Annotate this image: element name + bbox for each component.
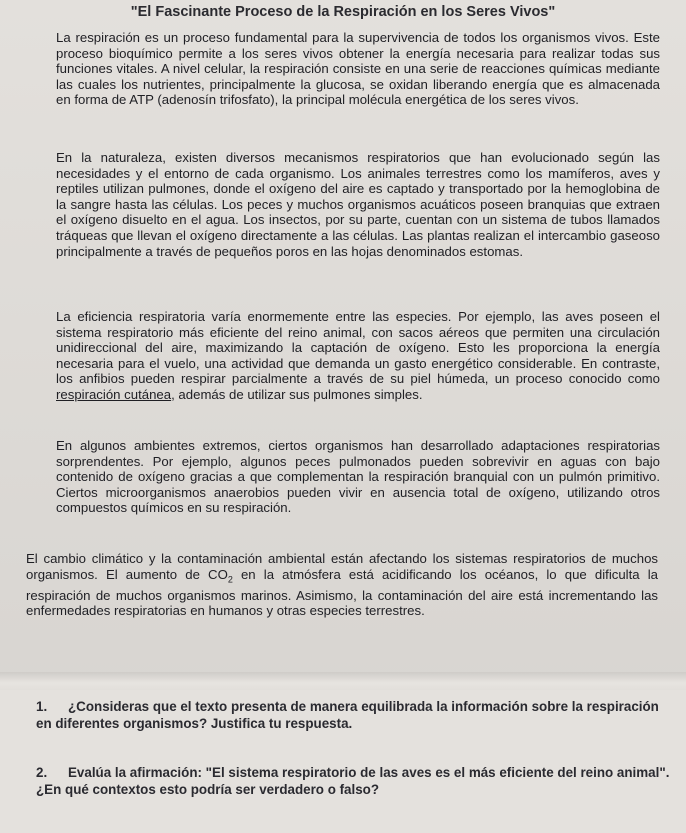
question-text: ¿Consideras que el texto presenta de manera equilibrada la información sobre la respiración en diferentes organismos? Justifica tu respuesta. [36,699,659,731]
question-number: 2. [36,765,48,780]
co2-subscript: 2 [227,574,233,585]
paragraph-3-text-a: La eficiencia respiratoria varía enormemente entre las especies. Por ejemplo, las aves poseen el sistema respiratorio más eficiente del reino animal, con sacos aéreos que permiten una circulación unidireccional del aire, maximizando la captación de oxígeno. Esto les proporciona la energía necesaria para el vuelo, una actividad que demanda un gasto energético considerable. En contraste, los anfibios pueden respirar parcialmente a través de su piel húmeda, un proceso conocido como [56,309,660,387]
paragraph-2: En la naturaleza, existen diversos mecanismos respiratorios que han evolucionado según las necesidades y el entorno de cada organismo. Los animales terrestres como los mamíferos, aves y reptiles utilizan pulmones, donde el oxígeno del aire es captado y transportado por la hemoglobina de la sangre hasta las células. Los peces y muchos organismos acuáticos poseen branquias que extraen el oxígeno disuelto en el agua. Los insectos, por su parte, cuentan con un sistema de tubos llamados tráqueas que llevan el oxígeno directamente a las células. Las plantas realizan el intercambio gaseoso principalmente a través de pequeños poros en las hojas denominados estomas. [56,150,660,259]
paragraph-3 [56,309,660,403]
question-2 [36,764,676,798]
paragraph-4: En algunos ambientes extremos, ciertos organismos han desarrollado adaptaciones respiratorias sorprendentes. Por ejemplo, algunos peces pulmonados pueden sobrevivir en aguas con bajo contenido de oxígeno gracias a que complementan la respiración branquial con un pulmón primitivo. Ciertos microorganismos anaerobios pueden vivir en ausencia total de oxígeno, utilizando otros compuestos químicos en su respiración. [56,438,660,516]
question-number: 1. [36,699,48,714]
question-text: Evalúa la afirmación: "El sistema respiratorio de las aves es el más eficiente del reino animal". ¿En qué contextos esto podría ser verdadero o falso? [36,765,670,797]
document-title: "El Fascinante Proceso de la Respiración en los Seres Vivos" [130,4,556,20]
paragraph-5-text-a: El cambio climático y la contaminación ambiental están afectando los sistemas respiratorios de muchos organismos. El aumento de CO [26,551,658,582]
underlined-term: respiración cutánea [56,386,172,402]
paragraph-5 [26,551,658,619]
paragraph-3-text-b: , además de utilizar sus pulmones simples. [171,386,423,402]
paragraph-5-text-b: en la atmósfera está acidificando los océanos, lo que dificulta la respiración de muchos organismos marinos. Asimismo, la contaminación del aire está incrementando las enfermedades respiratorias en humanos y otras especies terrestres. [26,566,658,619]
paragraph-1: La respiración es un proceso fundamental para la supervivencia de todos los organismos vivos. Este proceso bioquímico permite a los seres vivos obtener la energía necesaria para realizar todas sus funciones vitales. A nivel celular, la respiración consiste en una serie de reacciones químicas mediante las cuales los nutrientes, principalmente la glucosa, se oxidan liberando energía que es almacenada en forma de ATP (adenosín trifosfato), la principal molécula energética de los seres vivos. [56,30,660,108]
paper-fold [0,672,686,690]
question-1 [36,698,676,732]
